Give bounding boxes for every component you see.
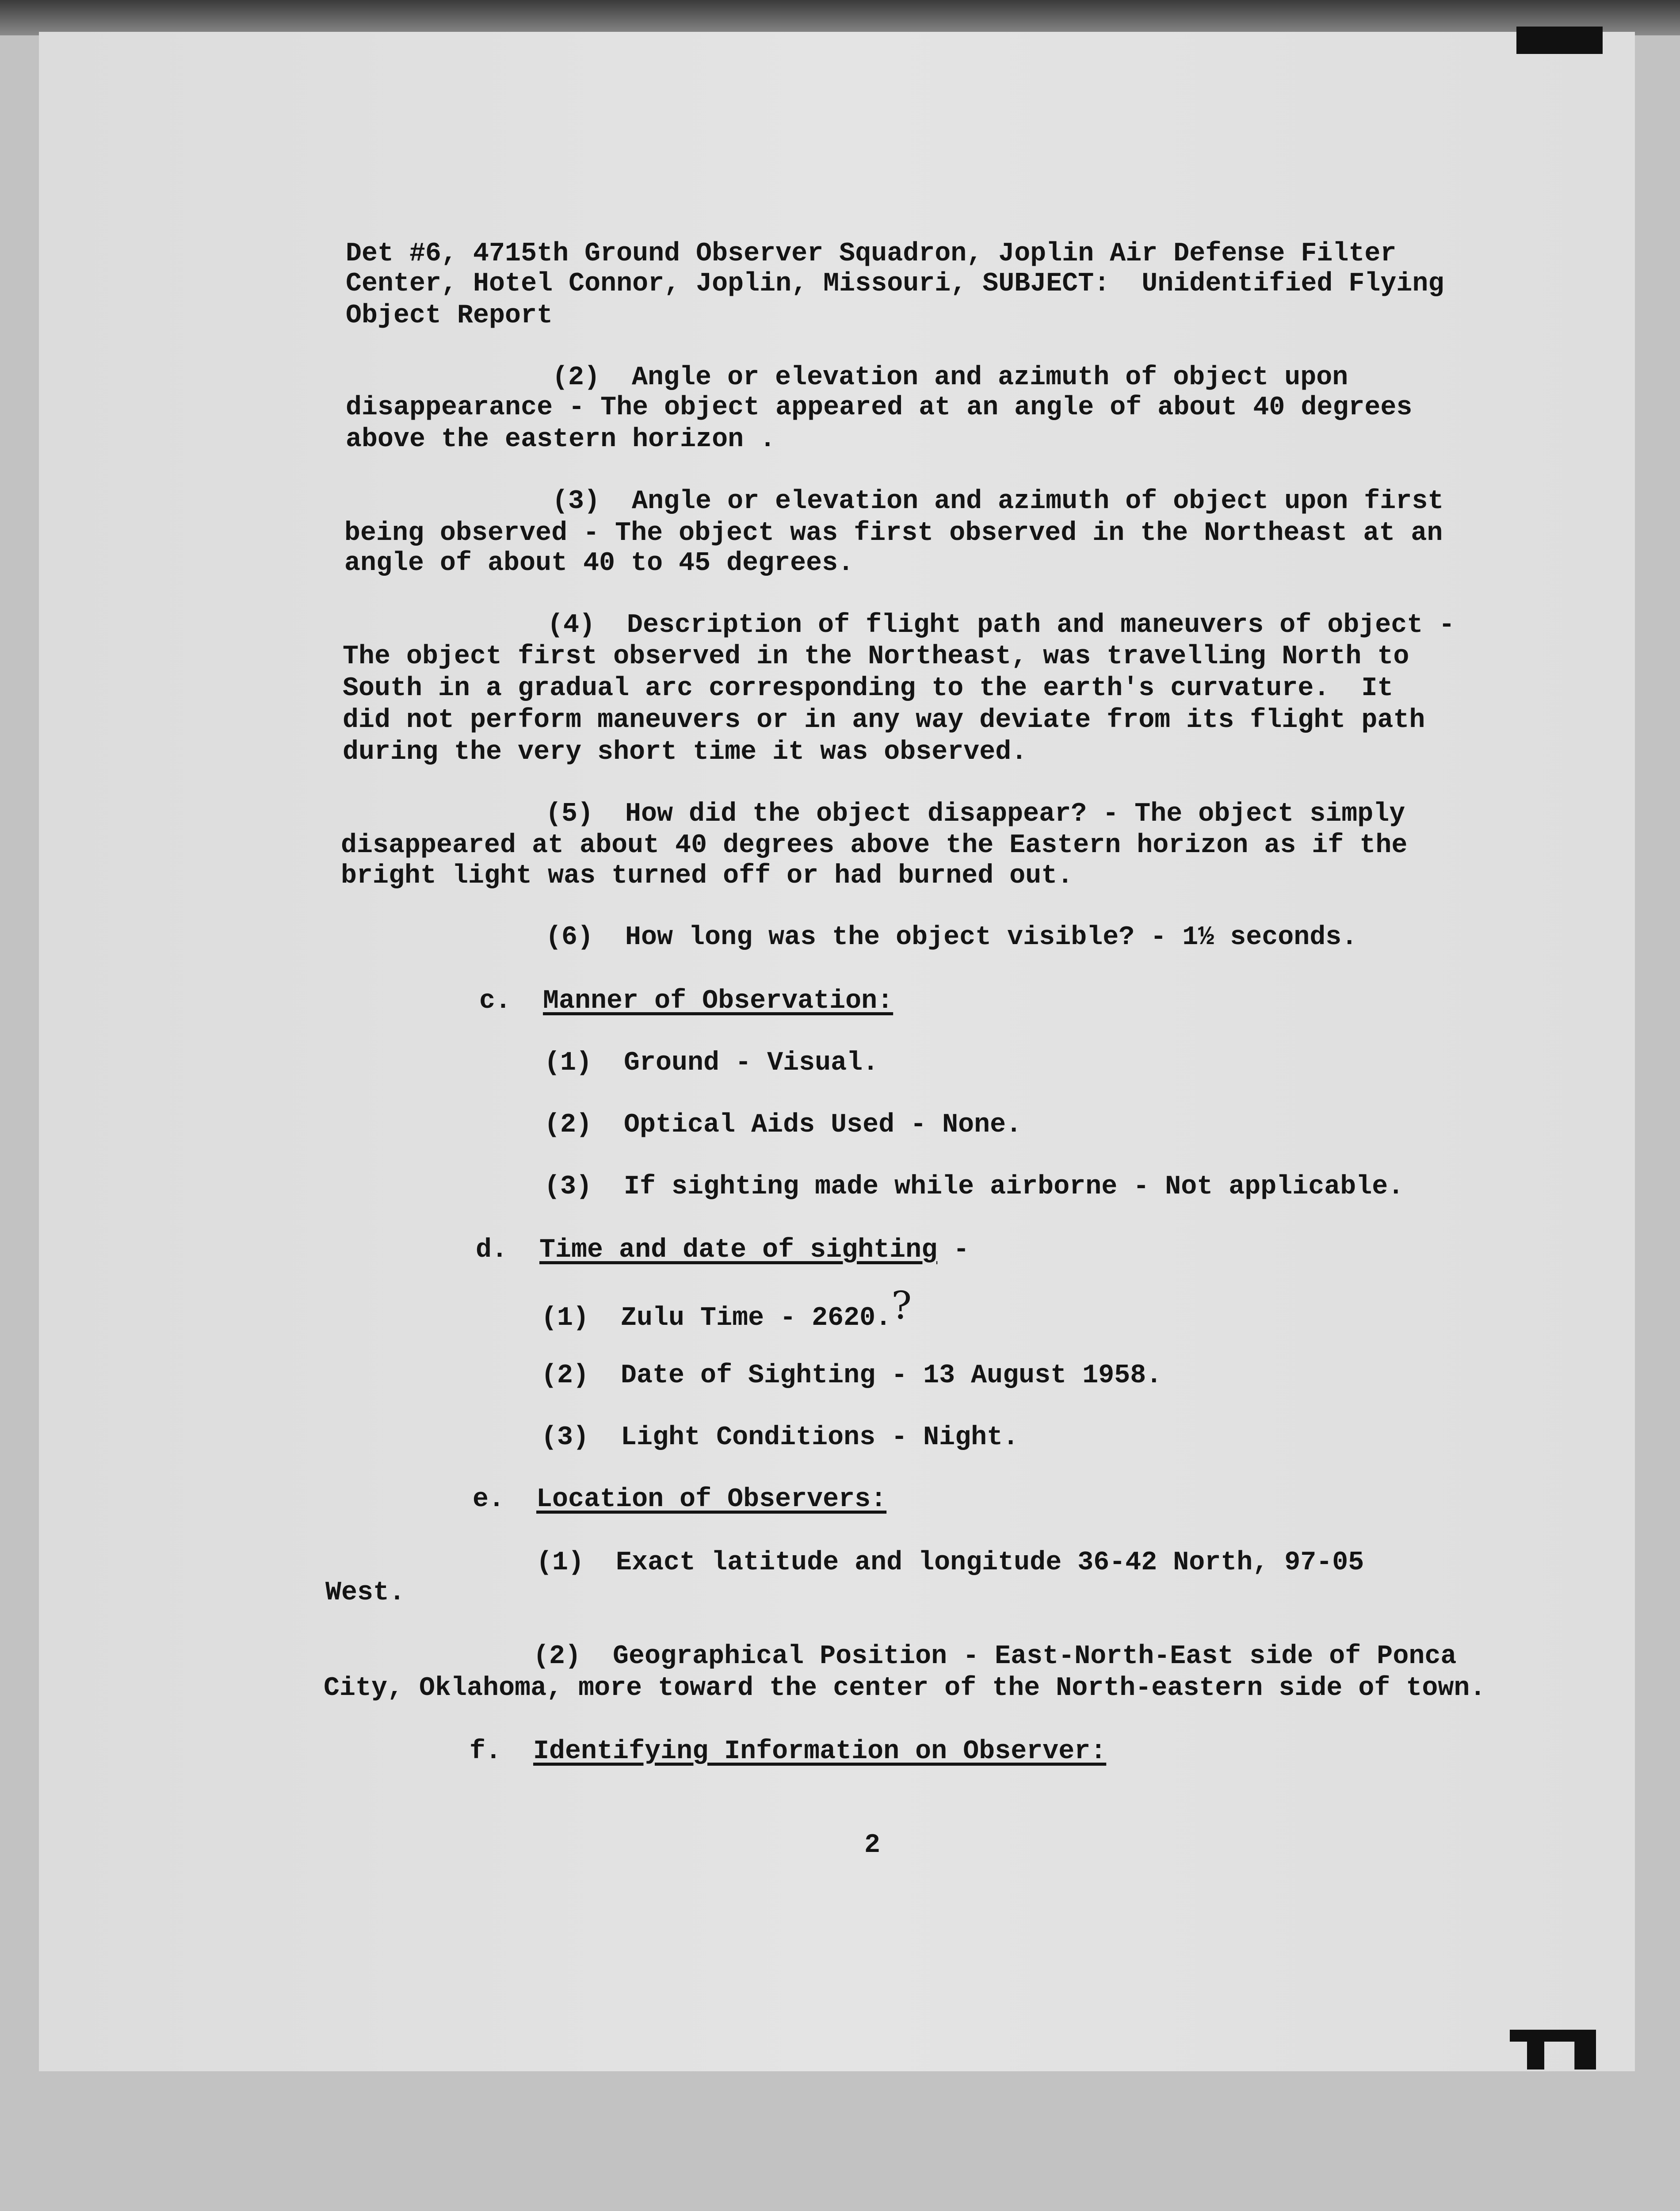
list-item: (2) Geographical Position - East-North-East side of Ponca bbox=[533, 1641, 1457, 1672]
list-item bbox=[541, 1284, 912, 1334]
section-letter: e. bbox=[473, 1484, 505, 1515]
header-line: Center, Hotel Connor, Joplin, Missouri, SUBJECT: Unidentified Flying bbox=[346, 269, 1444, 299]
header-line: Object Report bbox=[346, 301, 553, 331]
list-item: (3) Light Conditions - Night. bbox=[541, 1423, 1019, 1453]
header-line: Det #6, 4715th Ground Observer Squadron, Joplin Air Defense Filter bbox=[346, 239, 1397, 269]
paragraph-4: South in a gradual arc corresponding to the earth's curvature. It bbox=[343, 673, 1394, 704]
paragraph-2: (2) Angle or elevation and azimuth of object upon bbox=[552, 363, 1348, 393]
list-item: (1) Ground - Visual. bbox=[544, 1048, 879, 1078]
list-item: West. bbox=[325, 1578, 405, 1608]
section-letter: f. bbox=[470, 1737, 502, 1767]
paragraph-2: disappearance - The object appeared at an angle of about 40 degrees bbox=[346, 393, 1413, 423]
list-item: (1) Exact latitude and longitude 36-42 North, 97-05 bbox=[536, 1548, 1364, 1578]
paragraph-4: The object first observed in the Northeast, was travelling North to bbox=[343, 642, 1409, 672]
section-title: Location of Observers: bbox=[536, 1484, 887, 1515]
scan-corner-mark bbox=[1516, 27, 1603, 54]
paragraph-2: above the eastern horizon . bbox=[346, 425, 776, 455]
section-f-heading bbox=[470, 1736, 1106, 1767]
paragraph-5: (5) How did the object disappear? - The object simply bbox=[546, 799, 1405, 829]
handwritten-question-mark: ? bbox=[891, 1284, 912, 1328]
paragraph-5: disappeared at about 40 degrees above the Eastern horizon as if the bbox=[341, 830, 1408, 861]
paragraph-5: bright light was turned off or had burned out. bbox=[341, 861, 1073, 891]
paragraph-3: (3) Angle or elevation and azimuth of object upon first bbox=[552, 486, 1444, 516]
paragraph-4: did not perform maneuvers or in any way deviate from its flight path bbox=[343, 705, 1425, 735]
scan-top-edge bbox=[0, 0, 1680, 35]
section-d-heading bbox=[476, 1234, 969, 1266]
list-item: (2) Date of Sighting - 13 August 1958. bbox=[541, 1361, 1162, 1391]
paragraph-4: (4) Description of flight path and maneuvers of object - bbox=[547, 610, 1455, 640]
section-title: Time and date of sighting bbox=[539, 1235, 938, 1265]
section-e-heading bbox=[473, 1484, 886, 1515]
paragraph-6: (6) How long was the object visible? - 1½ seconds. bbox=[546, 922, 1358, 952]
list-item-text: (1) Zulu Time - 2620. bbox=[541, 1303, 892, 1333]
paragraph-4: during the very short time it was observed. bbox=[343, 737, 1027, 767]
paragraph-3: being observed - The object was first observed in the Northeast at an bbox=[344, 518, 1443, 548]
list-item: (2) Optical Aids Used - None. bbox=[544, 1110, 1022, 1140]
list-item: (3) If sighting made while airborne - Not applicable. bbox=[544, 1172, 1404, 1202]
section-title: Manner of Observation: bbox=[543, 986, 893, 1016]
page-number: 2 bbox=[864, 1830, 881, 1860]
section-title: Identifying Information on Observer: bbox=[533, 1737, 1107, 1767]
paragraph-3: angle of about 40 to 45 degrees. bbox=[344, 548, 854, 578]
section-letter: d. bbox=[476, 1235, 508, 1265]
section-c-heading bbox=[479, 985, 893, 1017]
section-title-suffix: - bbox=[937, 1235, 970, 1265]
list-item: City, Oklahoma, more toward the center of the North-eastern side of town. bbox=[324, 1673, 1486, 1703]
section-letter: c. bbox=[479, 986, 512, 1016]
